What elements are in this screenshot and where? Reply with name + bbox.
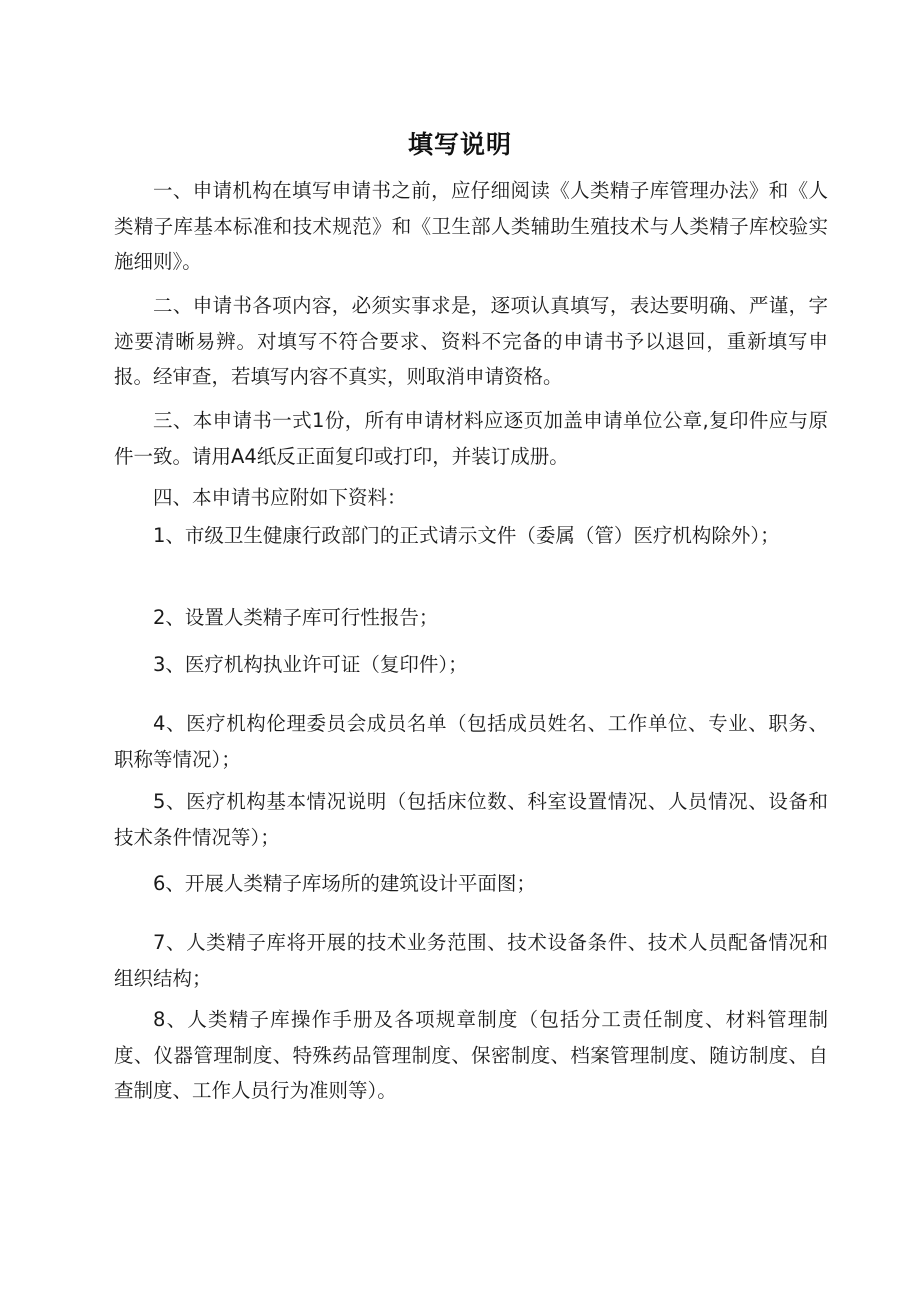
attachment-item-6: 6、开展人类精子库场所的建筑设计平面图； — [153, 872, 536, 895]
attachment-item-4: 4、医疗机构伦理委员会成员名单（包括成员姓名、工作单位、专业、职务、职称等情况）； — [114, 712, 828, 771]
attachment-item-5: 5、医疗机构基本情况说明（包括床位数、科室设置情况、人员情况、设备和技术条件情况等）； — [114, 790, 828, 849]
instruction-paragraph-4: 四、本申请书应附如下资料： — [153, 486, 407, 509]
instruction-paragraph-3: 三、本申请书一式1份，所有申请材料应逐页加盖申请单位公章,复印件应与原件一致。请用A4纸反正面复印或打印，并装订成册。 — [114, 409, 828, 468]
page-title: 填写说明 — [407, 130, 512, 159]
attachment-item-3: 3、医疗机构执业许可证（复印件）； — [153, 653, 468, 676]
attachment-item-2: 2、设置人类精子库可行性报告； — [153, 606, 439, 629]
attachment-item-1: 1、市级卫生健康行政部门的正式请示文件（委属（管）医疗机构除外）； — [153, 524, 780, 547]
attachment-item-8: 8、人类精子库操作手册及各项规章制度（包括分工责任制度、材料管理制度、仪器管理制度、特殊药品管理制度、保密制度、档案管理制度、随访制度、自查制度、工作人员行为准则等）。 — [114, 1008, 828, 1102]
instruction-paragraph-2: 二、申请书各项内容，必须实事求是，逐项认真填写，表达要明确、严谨，字迹要清晰易辨。对填写不符合要求、资料不完备的申请书予以退回，重新填写申报。经审查，若填写内容不真实，则取消申请资格。 — [114, 294, 828, 388]
instruction-paragraph-1: 一、申请机构在填写申请书之前，应仔细阅读《人类精子库管理办法》和《人类精子库基本标准和技术规范》和《卫生部人类辅助生殖技术与人类精子库校验实施细则》。 — [114, 179, 828, 273]
attachment-item-7: 7、人类精子库将开展的技术业务范围、技术设备条件、技术人员配备情况和组织结构； — [114, 931, 828, 990]
